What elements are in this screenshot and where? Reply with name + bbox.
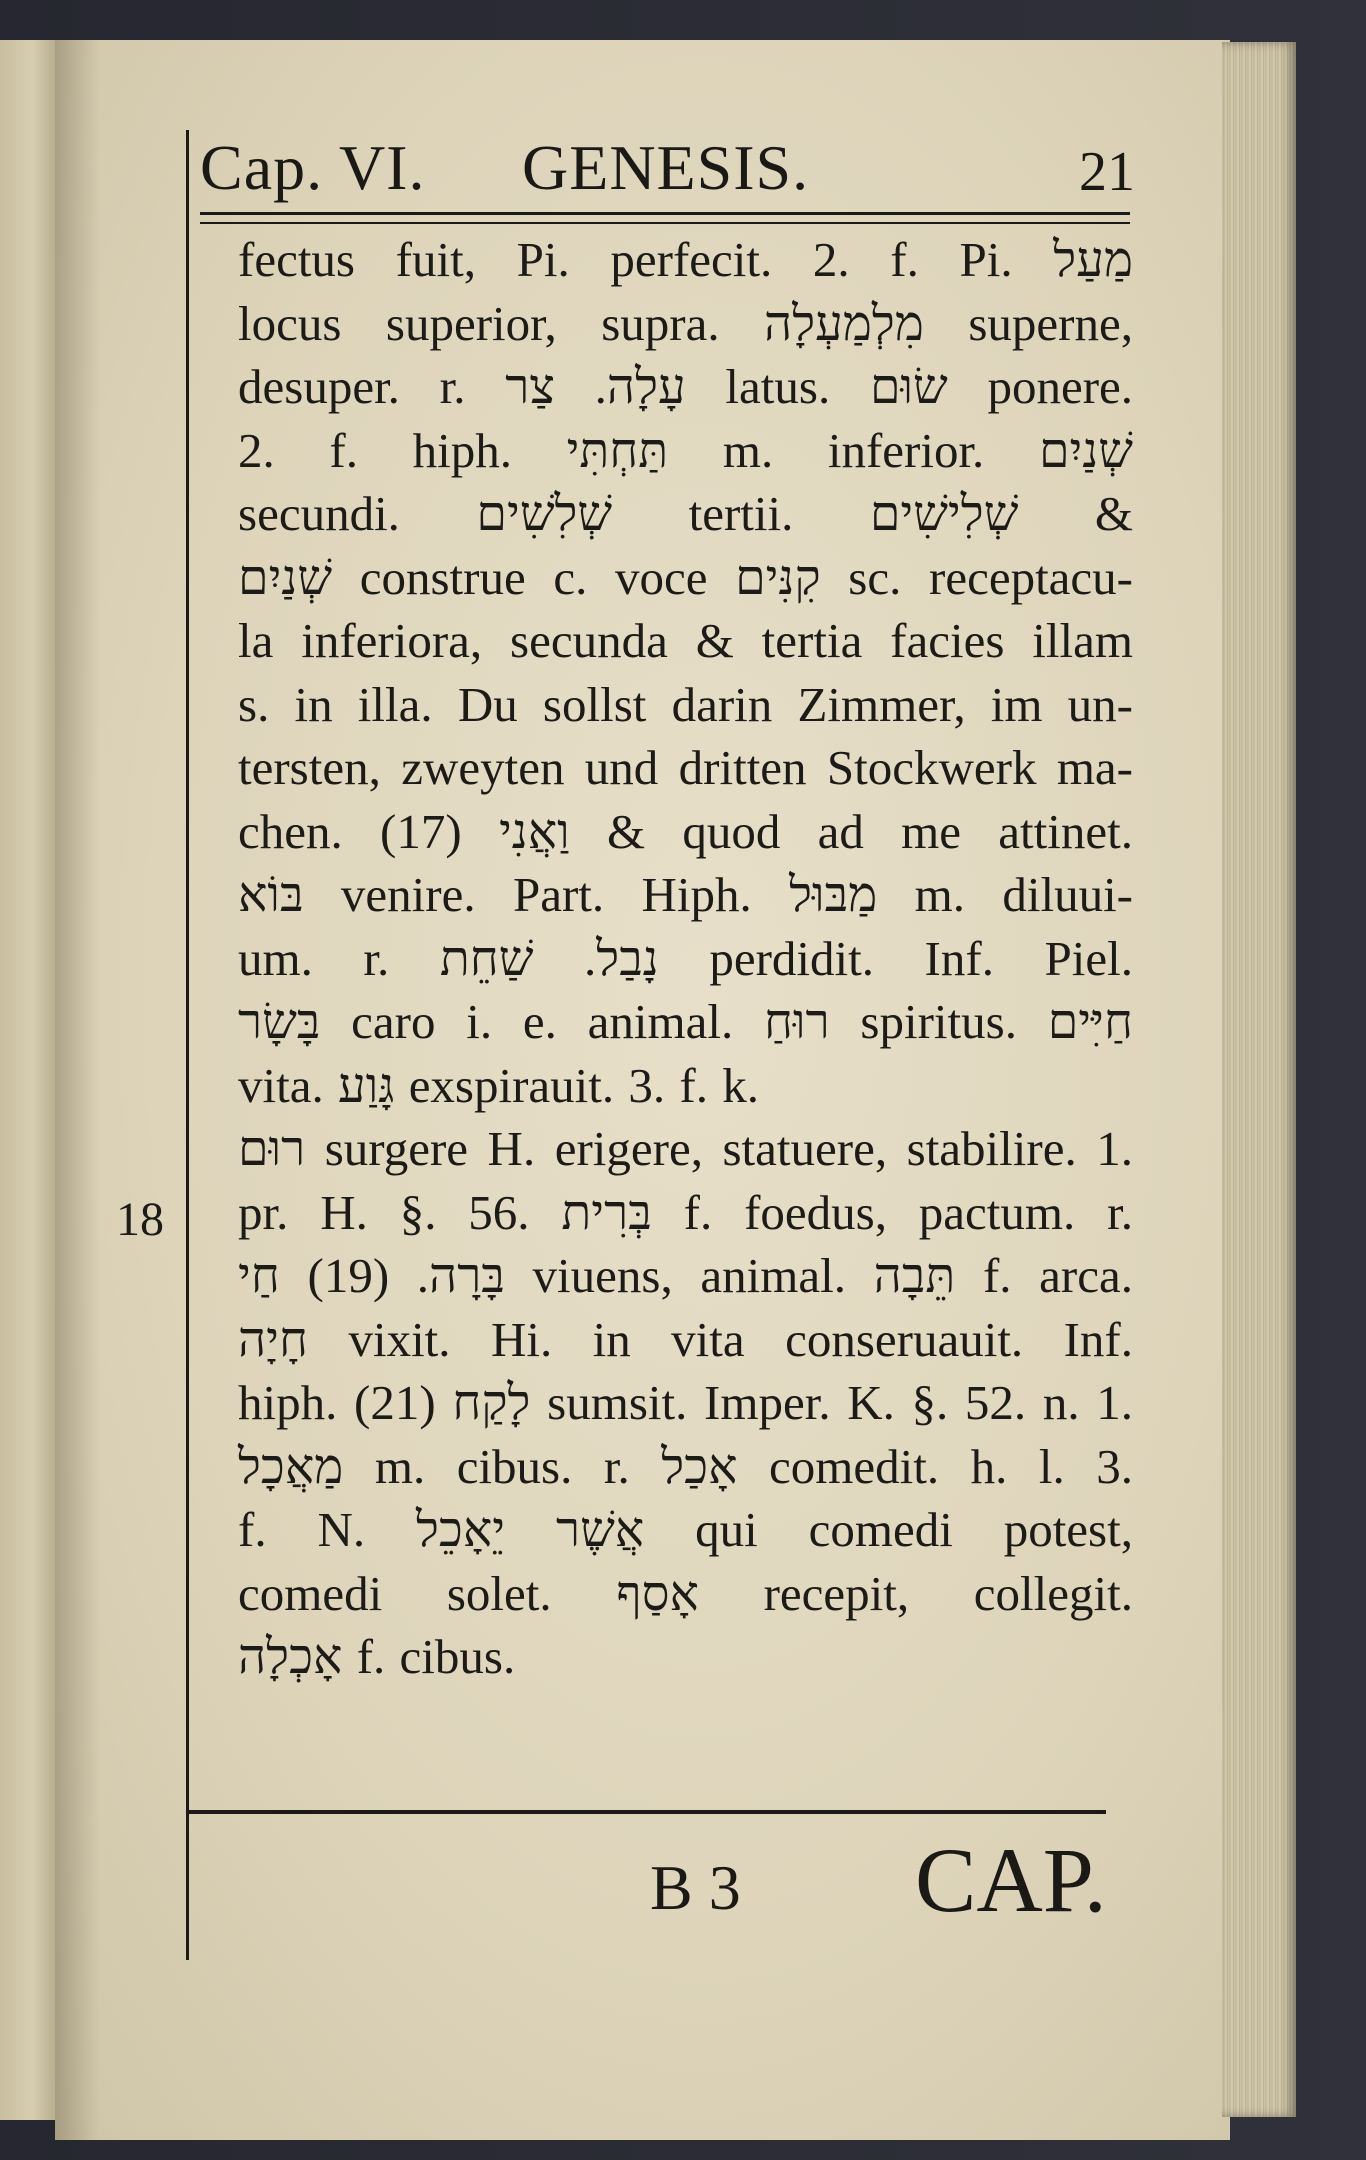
text-line: s. in illa. Du sollst darin Zimmer, im un- (238, 676, 1133, 732)
header-rule-thin (200, 222, 1130, 224)
book-title: GENESIS. (522, 132, 810, 203)
text-line: fectus fuit, Pi. perfecit. 2. f. Pi. מַעַל (238, 232, 1133, 287)
text-line: שְׁנַיִם construe c. voce קִנִּים sc. receptacu- (238, 549, 1133, 605)
text-line: um. r. נָבַל. שַׁחֵת perdidit. Inf. Piel. (238, 930, 1133, 986)
text-line: desuper. r. עָלָה. צַר latus. שׂוּם ponere. (238, 359, 1134, 414)
text-line: בָּרָה. (19) חַי viuens, animal. תֵּבָה f. arca. (238, 1248, 1133, 1303)
text-line: pr. H. §. 56. בְּרִית f. foedus, pactum. r. (238, 1184, 1133, 1240)
signature-mark: B 3 (650, 1852, 741, 1923)
page-number: 21 (1079, 141, 1135, 203)
text-line: מַאֲכָל m. cibus. r. אָכַל comedit. h. l. 3. (238, 1438, 1133, 1494)
catchword: CAP. (915, 1829, 1107, 1931)
verse-number: 18 (116, 1193, 164, 1246)
margin-rule (186, 130, 189, 1960)
chapter-heading: Cap. VI. (200, 132, 426, 203)
text-line: 2. f. hiph. תַּחְתִּי m. inferior. שְׁנַיִם (238, 422, 1133, 478)
catchline (640, 1830, 1140, 1930)
body-text (238, 228, 1133, 1689)
text-line: la inferiora, secunda & tertia facies illam (238, 613, 1133, 668)
text-line: רוּם surgere H. erigere, statuere, stabilire. 1. (238, 1121, 1133, 1176)
text-line: אָכְלָה f. cibus. (238, 1629, 516, 1684)
text-line: comedi solet. אָסַף recepit, collegit. (238, 1565, 1133, 1621)
text-line: chen. (17) וַאֲנִי & quod ad me attinet. (238, 803, 1133, 859)
page-edges (1222, 42, 1296, 2117)
text-line: secundi. שְׁלִשִׁים tertii. שְׁלִישִׁים & (238, 486, 1133, 541)
text-line: חָיָה vixit. Hi. in vita conseruauit. Inf. (238, 1311, 1133, 1367)
text-line: vita. גָּוַע exspirauit. 3. f. k. (238, 1057, 759, 1113)
running-head (200, 128, 1135, 208)
gutter-shadow (55, 40, 100, 2140)
previous-page-edge (0, 40, 55, 2120)
text-line: בּוֹא venire. Part. Hiph. מַבּוּל m. diluui- (238, 867, 1133, 922)
text-line: hiph. (21) לָקַח sumsit. Imper. K. §. 52. n. 1. (238, 1375, 1133, 1430)
text-line: f. N. אֲשֶׁר יֵאָכֵל qui comedi potest, (238, 1502, 1133, 1557)
text-line: tersten, zweyten und dritten Stockwerk ma- (238, 740, 1133, 795)
text-line: בָּשָׂר caro i. e. animal. רוּחַ spiritus. חַיִּים (238, 994, 1134, 1049)
footer-rule (186, 1810, 1106, 1814)
text-line: locus superior, supra. מִלְמַעְלָה superne, (238, 295, 1133, 351)
header-rule (200, 212, 1130, 215)
